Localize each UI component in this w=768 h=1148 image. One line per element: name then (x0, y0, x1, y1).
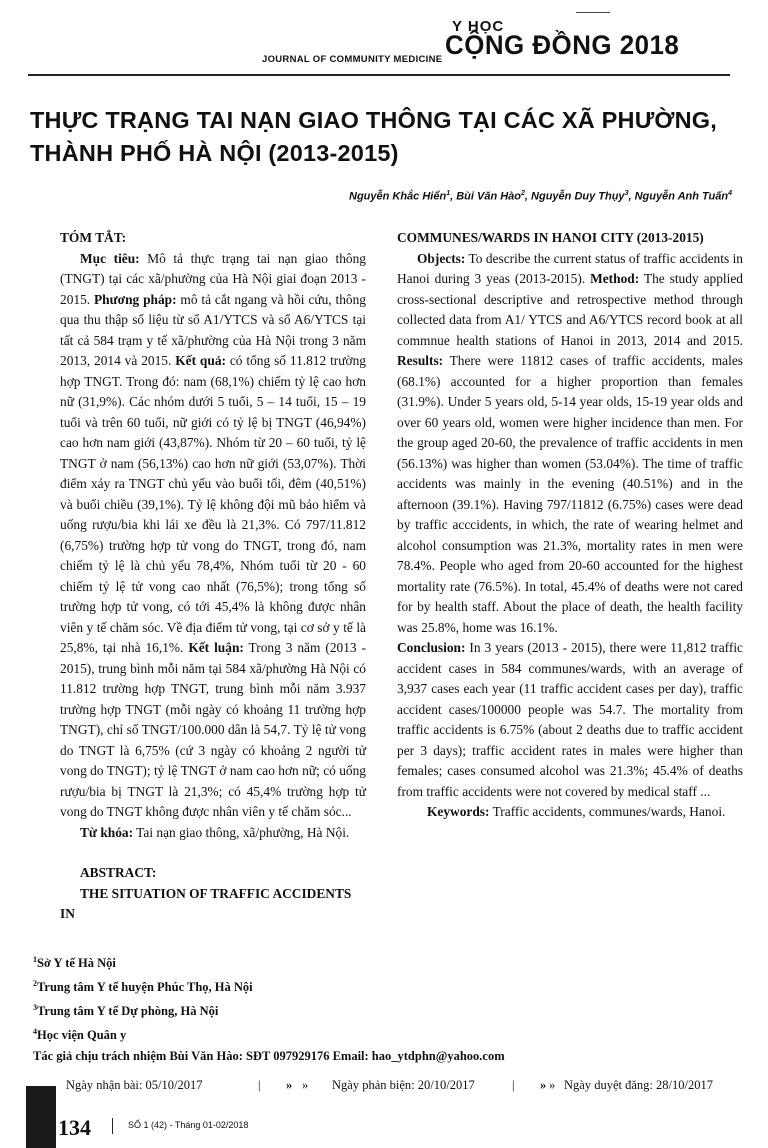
author-sup: 2 (521, 190, 525, 197)
results-en-label: Results: (397, 353, 444, 368)
conclusion-en-label: Conclusion: (397, 640, 466, 655)
keywords-vi (60, 823, 366, 844)
conclusion-label: Kết luận: (183, 640, 244, 655)
date-received: Ngày nhận bài: 05/10/2017 (66, 1078, 203, 1092)
abstract-en-column (397, 228, 743, 823)
method-text: mô tả cắt ngang và hồi cứu, thông qua thu thập số liệu từ sổ A1/YTCS và sổ A6/YTCS tại tất cả 584 trạm y tế xã/phường của Hà Nội trong 3 năm 2013, 2014 và 2015. (60, 291, 366, 368)
corresponding-author: Tác giả chịu trách nhiệm Bùi Văn Hào: SĐT 097929176 Email: hao_ytdphn@yahoo.com (33, 1048, 505, 1063)
article-title-line: THỰC TRẠNG TAI NẠN GIAO THÔNG TẠI CÁC XÃ PHƯỜNG, (30, 107, 718, 133)
date-accepted: Ngày duyệt đăng: 28/10/2017 (564, 1078, 713, 1092)
summary-vi-body (60, 249, 366, 823)
author-list: Nguyễn Khắc Hiển$^1$, Bùi Văn Hào$^2$, Nguyễn Duy Thụy$^3$, Nguyễn Anh Tuấn$^4$ (349, 190, 732, 203)
author-sup: 4 (728, 190, 732, 197)
objects-text: To describe the current status of traffic accidents in Hanoi during 3 yeas (2013-2015). (397, 250, 743, 286)
date-reviewed: Ngày phản biện: 20/10/2017 (332, 1078, 475, 1092)
summary-vi-heading: TÓM TẮT: (60, 230, 127, 245)
method-en-label: Method: (585, 271, 640, 286)
author-name: Nguyễn Anh Tuấn (634, 190, 729, 203)
page-number: 134 (58, 1115, 91, 1140)
page-corner-block (26, 1086, 56, 1148)
journal-english-name: JOURNAL OF COMMUNITY MEDICINE (262, 54, 443, 65)
article-title-line: THÀNH PHỐ HÀ NỘI (2013-2015) (30, 140, 399, 166)
keywords-vi-text: Tai nạn giao thông, xã/phường, Hà Nội. (133, 824, 350, 840)
date-sep: | (512, 1078, 515, 1092)
affiliation-item: $^4$Học viện Quân y (33, 1026, 127, 1043)
conclusion-text: Trong 3 năm (2013 - 2015), trung bình mỗi năm tại 584 xã/phường Hà Nội có 11.812 trường hợp TNGT, trung bình mỗi năm 3.937 trường hợp TNGT (mỗi ngày có khoảng 11 trường hợp TNGT), chỉ số TNGT/100.000 dân là 54,7. Tỷ lệ tử vong do TNGT là 6,75% (cứ 3 ngày có khoảng 2 người tử vong do TNGT); tỷ lệ TNGT ở nam cao hơn nữ; có uống rượu/bia bị TNGT là 21,3%; có 45,4% trường hợp tử vong do TNGT không được nhân viên y tế chăm sóc... (60, 640, 366, 819)
arrow-icon: » (549, 1078, 556, 1092)
author-sup: 3 (624, 190, 629, 197)
method-en-text: The study applied cross-sectional descriptive and retrospective method through collected data from A1/ YTCS and A6/YTCS record book at all commnue health stations of Hanoi in 2013, 2014 and 2015. (397, 271, 743, 348)
abstract-body (397, 249, 743, 639)
objects-label: Objects: (417, 250, 466, 266)
keywords-en-label: Keywords: (427, 804, 490, 819)
conclusion-en-text: In 3 years (2013 - 2015), there were 11,812 traffic accident cases in 584 communes/wards, with an average of 3,937 cases each year (11 traffic accident cases per day), traffic accident cases/100000 people was 54.7. The mortality from traffic accidents is 6.75% (about 2 deaths due to traffic accident per 3 days); traffic accident rates in males were higher than females; cases consumed alcohol was 21.3%; 45.4% of deaths from traffic accidents were not covered by medical staff ... (397, 640, 743, 799)
author-name: Nguyễn Duy Thụy (531, 190, 625, 203)
footer-separator (112, 1118, 113, 1134)
affiliation-item: $^3$Trung tâm Y tế Dự phòng, Hà Nội (33, 1002, 219, 1019)
arrow-icon: » (540, 1078, 547, 1092)
abstract-conclusion (397, 638, 743, 802)
author-name: Nguyễn Khắc Hiển (349, 190, 447, 203)
keywords-en (397, 802, 743, 823)
keywords-en-text: Traffic accidents, communes/wards, Hanoi. (489, 804, 726, 819)
author-name: Bùi Văn Hào (456, 190, 522, 203)
arrow-icon: » (302, 1078, 309, 1092)
journal-brand-main: CỘNG ĐỒNG 2018 (445, 30, 680, 60)
result-text: có tổng số 11.812 trường hợp TNGT. Trong đó: nam (68,1%) chiếm tỷ lệ cao hơn nữ (31,9%). Các nhóm dưới 5 tuổi, 5 – 14 tuổi, 15 – 19 tuổi và trên 60 tuổi, nữ giới có tỷ lệ bị TNGT (46,94%) cao hơn nam giới (43,87%). Nhóm từ 20 – 60 tuổi, tỷ lệ TNGT ở nam (56,13%) cao hơn nữ giới (53,07%). Thời điểm xảy ra TNGT chủ yếu vào buổi tối, đêm (40,51%) và buổi chiều (39,1%). Tỷ lệ không đội mũ bảo hiểm và uống rượu/bia khi lái xe đều là 21,3%. Có 797/11.812 (6,75%) trường hợp tử vong do TNGT, trong đó, nam chiếm tỷ lệ là chủ yếu 78,4%, Nhóm tuổi từ 20 - 60 chiếm tỷ lệ tử vong cao nhất (76,5%); trong tổng số trường hợp tử vong, có tới 45,4% là không được nhân viên y tế chăm sóc. Về địa điểm tử vong, tại cơ sở y tế là 25,8%, tại nhà 16,1%. (60, 353, 366, 655)
author-sup: 1 (446, 190, 451, 197)
summary-vi-column (60, 228, 366, 925)
results-en-text: There were 11812 cases of traffic accidents, males (68.1%) accounted for a higher proportion than females (31.9%). Under 5 years old, 5-14 year olds, 15-19 year olds and over 60 years old, women were higher incidence than men. For the group aged 20-60, the prevalence of traffic accidents in men (56.13%) was higher than women (53.04%). The time of traffic accidents was mainly in the evening (40.51%) and in the afternoon (39.1%). Having 797/11812 (6.75%) cases were dead by traffic acccidents, in which, the rate of wearing helmet and alcohol consumption was 21.3%, mortality rates in men were 78.4%. People who aged from 20-60 accounted for the highest mortality rate (76.5%). In total, 45.4% of deaths were not cared for by health staff. About the place of death, the health facility was 25.8%, home was 16.1%. (397, 353, 743, 635)
issue-info: SỐ 1 (42) - Tháng 01-02/2018 (128, 1120, 249, 1130)
arrow-icon: » (286, 1078, 293, 1092)
objective-text: Mô tả thực trạng tai nạn giao thông (TNGT) tại các xã/phường của Hà Nội giai đoạn 2013 - 2015. (60, 250, 366, 307)
article-title (30, 104, 730, 170)
affiliations (33, 950, 505, 1067)
result-label: Kết quả: (171, 353, 226, 368)
objective-label: Mục tiêu: (80, 250, 140, 266)
abstract-heading: ABSTRACT: (80, 865, 157, 880)
abstract-title-part2: COMMUNES/WARDS IN HANOI CITY (2013-2015) (397, 230, 704, 245)
affiliation-item: $^2$Trung tâm Y tế huyện Phúc Thọ, Hà Nội (33, 978, 253, 995)
keywords-vi-label: Từ khóa: (80, 824, 134, 840)
header-rule (28, 74, 730, 76)
journal-brand-top: Y HỌC (452, 18, 505, 35)
date-sep: | (258, 1078, 261, 1092)
affiliation-item: $^1$Sở Y tế Hà Nội (33, 955, 116, 971)
header-dash (576, 12, 610, 13)
method-label: Phương pháp: (90, 291, 177, 307)
abstract-title-part1: THE SITUATION OF TRAFFIC ACCIDENTS IN (60, 885, 352, 921)
